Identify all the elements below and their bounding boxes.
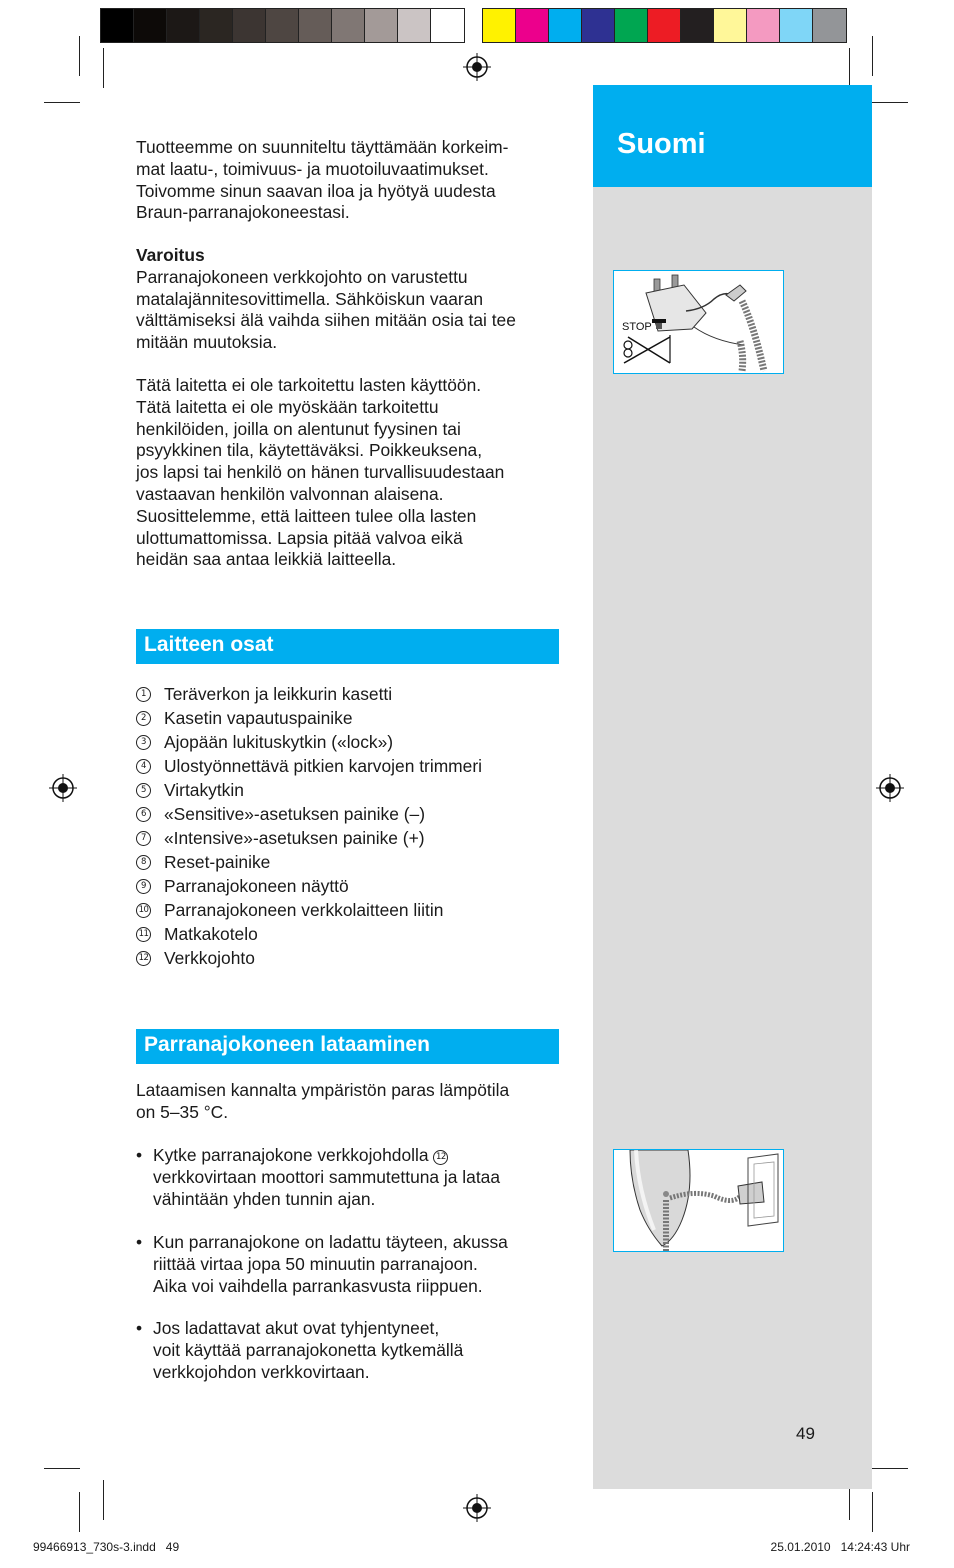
- item-number: 1: [136, 687, 151, 702]
- plug-warning-figure: [613, 270, 784, 374]
- grey-swatch: [167, 9, 200, 42]
- registration-mark-icon: [463, 53, 491, 81]
- bullet-line: verkkojohdon verkkovirtaan.: [153, 1361, 370, 1382]
- language-title: Suomi: [617, 128, 706, 160]
- item-label: Kasetin vapautuspainike: [164, 708, 353, 728]
- bullet-line: [153, 1145, 573, 1167]
- warning-line: Parranajokoneen verkkojohto on varustettu: [136, 266, 468, 287]
- item-label: Virtakytkin: [164, 780, 244, 800]
- warning-line: mitään muutoksia.: [136, 332, 278, 353]
- warning-line: Tätä laitetta ei ole myöskään tarkoitettu: [136, 396, 439, 417]
- bullet-dot: •: [136, 1318, 143, 1338]
- item-label: Parranajokoneen näyttö: [164, 876, 349, 896]
- list-item: [136, 682, 576, 706]
- item-label: Ajopään lukituskytkin («lock»): [164, 732, 394, 752]
- item-number: 8: [136, 855, 151, 870]
- grey-swatch: [134, 9, 167, 42]
- process-color-strip: [482, 8, 847, 43]
- list-item: [136, 946, 576, 970]
- warning-line: psyykkinen tila, käytettäväksi. Poikkeuksena,: [136, 440, 483, 461]
- grey-swatch: [431, 9, 464, 42]
- item-number: 2: [136, 711, 151, 726]
- grey-swatch: [365, 9, 398, 42]
- registration-mark-icon: [463, 1494, 491, 1522]
- crop-mark: [79, 1492, 80, 1532]
- warning-line: henkilöiden, joilla on alentunut fyysinen tai: [136, 418, 461, 439]
- item-reference-number: 12: [433, 1150, 448, 1165]
- warning-line: Suosittelemme, että laitteen tulee olla lasten: [136, 505, 477, 526]
- crop-mark: [79, 36, 80, 76]
- bullet-line: Kun parranajokone on ladattu täyteen, akussa: [153, 1232, 508, 1252]
- page-number: 49: [796, 1424, 815, 1443]
- footer-file-info: 99466913_730s-3.indd 49: [33, 1540, 180, 1554]
- warning-block: [136, 245, 566, 354]
- item-label: Reset-painike: [164, 852, 271, 872]
- warning-line: Tätä laitetta ei ole tarkoitettu lasten käyttöön.: [136, 375, 482, 395]
- parts-section-title: Laitteen osat: [144, 633, 274, 656]
- list-item: [136, 826, 576, 850]
- charging-intro-line: Lataamisen kannalta ympäristön paras lämpötila: [136, 1080, 510, 1100]
- item-number: 3: [136, 735, 151, 750]
- bullet-line: Jos ladattavat akut ovat tyhjentyneet,: [153, 1318, 440, 1338]
- crop-mark: [872, 1468, 908, 1469]
- registration-mark-icon: [876, 774, 904, 802]
- registration-mark-icon: [49, 774, 77, 802]
- bullet-line-text: Kytke parranajokone verkkojohdolla: [153, 1145, 429, 1165]
- item-label: Ulostyönnettävä pitkien karvojen trimmeri: [164, 756, 482, 776]
- list-item: [136, 850, 576, 874]
- warning-line: ulottumattomissa. Lapsia pitää valvoa eikä: [136, 527, 463, 548]
- crop-mark: [872, 102, 908, 103]
- charging-intro: [136, 1080, 566, 1124]
- process-swatch: [615, 9, 648, 42]
- item-label: «Sensitive»-asetuksen painike (–): [164, 804, 426, 824]
- item-number: 6: [136, 807, 151, 822]
- item-number: 9: [136, 879, 151, 894]
- list-item: [136, 874, 576, 898]
- footer-timestamp: 25.01.2010 14:24:43 Uhr: [770, 1540, 910, 1554]
- bullet-text: [153, 1318, 573, 1383]
- bullet-line: verkkovirtaan moottori sammutettuna ja lataa: [153, 1166, 501, 1187]
- crop-mark: [103, 1480, 104, 1520]
- process-swatch: [780, 9, 813, 42]
- item-number: 5: [136, 783, 151, 798]
- process-swatch: [582, 9, 615, 42]
- process-swatch: [714, 9, 747, 42]
- list-item: [136, 706, 576, 730]
- bullet-line: riittää virtaa jopa 50 minuutin parranajoon.: [153, 1253, 478, 1274]
- list-item: [136, 898, 576, 922]
- process-swatch: [483, 9, 516, 42]
- grey-swatch: [299, 9, 332, 42]
- list-item: [136, 922, 576, 946]
- bullet-line: vähintään yhden tunnin ajan.: [153, 1188, 376, 1209]
- crop-mark: [872, 1492, 873, 1532]
- bullet-dot: •: [136, 1145, 143, 1165]
- crop-mark: [44, 1468, 80, 1469]
- charging-section-title: Parranajokoneen lataaminen: [144, 1033, 430, 1056]
- process-swatch: [813, 9, 846, 42]
- bullet-text: [153, 1145, 573, 1210]
- intro-line: Braun-parranajokoneestasi.: [136, 202, 350, 223]
- item-number: 11: [136, 927, 151, 942]
- crop-mark: [849, 48, 850, 88]
- parts-list: [136, 682, 576, 970]
- process-swatch: [516, 9, 549, 42]
- list-item: [136, 802, 576, 826]
- item-label: Matkakotelo: [164, 924, 258, 944]
- grey-color-strip: [100, 8, 465, 43]
- item-label: Parranajokoneen verkkolaitteen liitin: [164, 900, 444, 920]
- list-item: [136, 754, 576, 778]
- warning-heading: Varoitus: [136, 245, 205, 265]
- intro-line: mat laatu-, toimivuus- ja muotoiluvaatimukset.: [136, 158, 489, 179]
- crop-mark: [872, 36, 873, 76]
- intro-line: Toivomme sinun saavan iloa ja hyötyä uudesta: [136, 180, 496, 201]
- item-number: 10: [136, 903, 151, 918]
- warning-line: heidän saa antaa leikkiä laitteella.: [136, 549, 397, 570]
- item-number: 12: [136, 951, 151, 966]
- child-safety-paragraph: [136, 375, 566, 571]
- charging-intro-line: on 5–35 °C.: [136, 1101, 229, 1122]
- bullet-line: Aika voi vaihdella parrankasvusta riippuen.: [153, 1275, 483, 1296]
- intro-paragraph: [136, 137, 566, 224]
- bullet-text: [153, 1232, 573, 1297]
- process-swatch: [681, 9, 714, 42]
- shaver-charging-illustration: [614, 1150, 783, 1251]
- grey-swatch: [398, 9, 431, 42]
- list-item: [136, 730, 576, 754]
- crop-mark: [44, 102, 80, 103]
- parts-section-header: [136, 629, 559, 664]
- grey-swatch: [233, 9, 266, 42]
- process-swatch: [549, 9, 582, 42]
- item-number: 4: [136, 759, 151, 774]
- warning-line: välttämiseksi älä vaihda siihen mitään osia tai tee: [136, 310, 516, 331]
- process-swatch: [648, 9, 681, 42]
- crop-mark: [103, 48, 104, 88]
- grey-swatch: [332, 9, 365, 42]
- intro-line: Tuotteemme on suunniteltu täyttämään korkeim-: [136, 137, 509, 157]
- plug-warning-illustration: [614, 271, 783, 373]
- warning-line: matalajännitesovittimella. Sähköiskun vaaran: [136, 288, 484, 309]
- grey-swatch: [200, 9, 233, 42]
- item-label: «Intensive»-asetuksen painike (+): [164, 828, 425, 848]
- item-label: Verkkojohto: [164, 948, 255, 968]
- grey-swatch: [101, 9, 134, 42]
- shaver-charging-figure: [613, 1149, 784, 1252]
- process-swatch: [747, 9, 780, 42]
- item-number: 7: [136, 831, 151, 846]
- bullet-dot: •: [136, 1232, 143, 1252]
- stop-label: STOP: [622, 321, 652, 333]
- warning-line: vastaavan henkilön valvonnan alaisena.: [136, 483, 444, 504]
- warning-line: jos lapsi tai henkilö on hänen turvallisuudestaan: [136, 462, 505, 483]
- list-item: [136, 778, 576, 802]
- charging-section-header: [136, 1029, 559, 1064]
- item-label: Teräverkon ja leikkurin kasetti: [164, 684, 393, 704]
- grey-swatch: [266, 9, 299, 42]
- bullet-line: voit käyttää parranajokonetta kytkemällä: [153, 1339, 464, 1360]
